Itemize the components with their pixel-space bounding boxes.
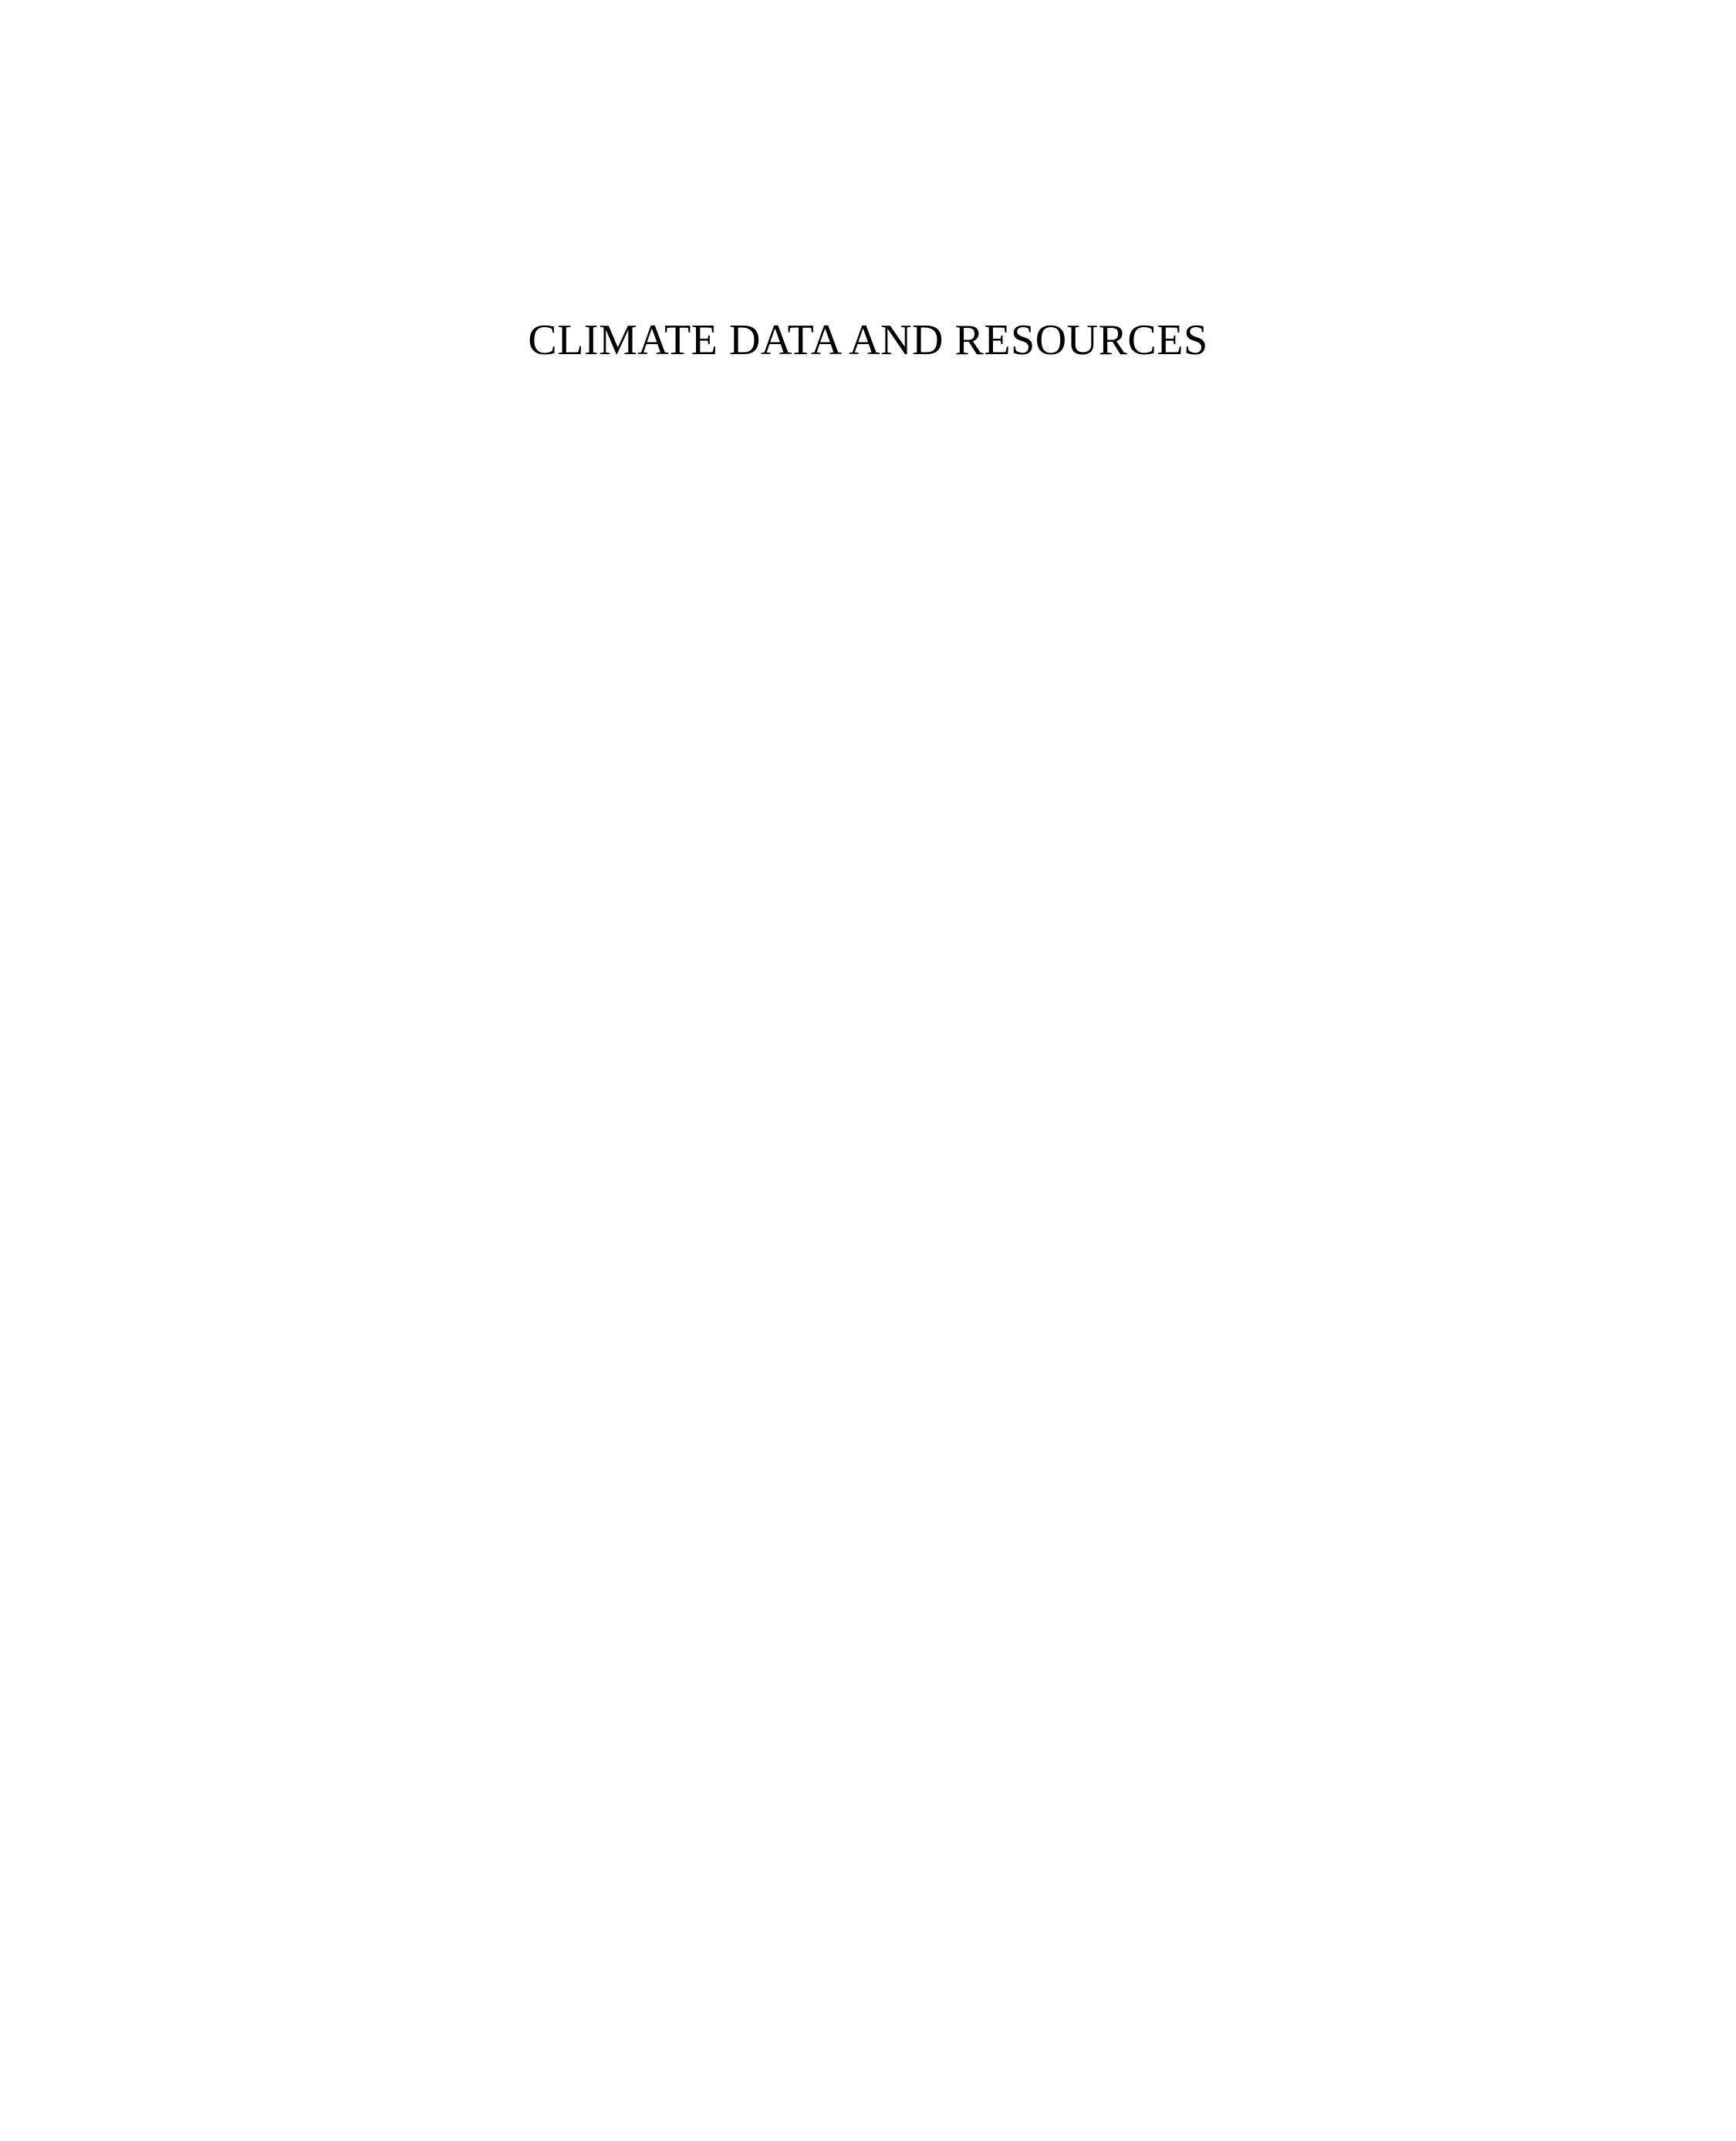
- page-title: CLIMATE DATA AND RESOURCES: [528, 316, 1208, 364]
